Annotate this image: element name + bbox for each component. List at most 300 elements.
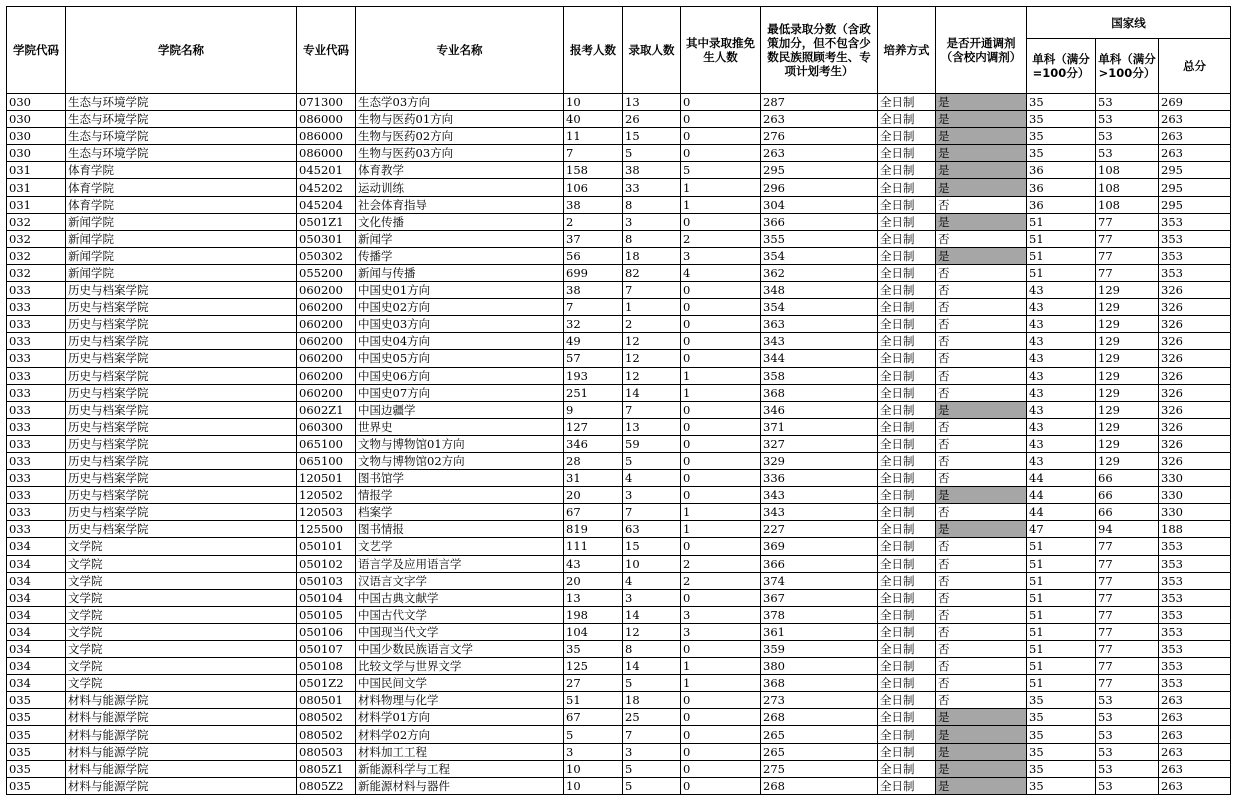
cell-min-score: 374 [761,572,878,589]
cell-applicants: 3 [564,743,623,760]
cell-min-score: 273 [761,692,878,709]
header-mode: 培养方式 [878,7,936,94]
cell-min-score: 366 [761,555,878,572]
cell-major-name: 中国古代文学 [356,606,564,623]
cell-major-code: 086000 [297,111,356,128]
cell-college-code: 035 [7,760,66,777]
cell-adjust: 是 [936,128,1027,145]
cell-admitted: 1 [623,299,681,316]
cell-adjust: 是 [936,777,1027,794]
cell-adjust: 否 [936,589,1027,606]
cell-major-name: 新能源材料与器件 [356,777,564,794]
cell-total: 330 [1159,487,1231,504]
cell-exempt: 0 [681,452,761,469]
header-adjust: 是否开通调剂（含校内调剂） [936,7,1027,94]
cell-exempt: 0 [681,350,761,367]
cell-single-100: 51 [1027,230,1096,247]
cell-college-name: 新闻学院 [66,230,297,247]
cell-admitted: 8 [623,230,681,247]
cell-admitted: 63 [623,521,681,538]
cell-exempt: 1 [681,675,761,692]
cell-college-name: 历史与档案学院 [66,333,297,350]
cell-adjust: 是 [936,743,1027,760]
table-row [7,333,1231,350]
cell-college-name: 历史与档案学院 [66,316,297,333]
cell-single-over100: 129 [1096,452,1159,469]
table-row [7,470,1231,487]
cell-total: 188 [1159,521,1231,538]
cell-major-name: 新闻学 [356,230,564,247]
table-row [7,623,1231,640]
cell-min-score: 355 [761,230,878,247]
cell-college-name: 历史与档案学院 [66,521,297,538]
cell-college-name: 文学院 [66,675,297,692]
cell-applicants: 9 [564,401,623,418]
table-row [7,452,1231,469]
cell-admitted: 15 [623,128,681,145]
cell-mode: 全日制 [878,641,936,658]
cell-college-code: 035 [7,692,66,709]
cell-mode: 全日制 [878,128,936,145]
cell-college-name: 生态与环境学院 [66,145,297,162]
header-exempt: 其中录取推免生人数 [681,7,761,94]
cell-major-name: 图书馆学 [356,470,564,487]
cell-college-name: 新闻学院 [66,213,297,230]
cell-exempt: 0 [681,94,761,111]
table-row [7,94,1231,111]
cell-major-code: 045204 [297,196,356,213]
cell-adjust: 否 [936,350,1027,367]
cell-major-code: 0805Z2 [297,777,356,794]
cell-college-code: 034 [7,606,66,623]
cell-exempt: 0 [681,538,761,555]
cell-applicants: 13 [564,589,623,606]
cell-single-over100: 129 [1096,299,1159,316]
cell-major-name: 文物与博物馆02方向 [356,452,564,469]
cell-min-score: 359 [761,641,878,658]
table-row [7,538,1231,555]
table-row [7,367,1231,384]
table-row [7,264,1231,281]
cell-adjust: 否 [936,504,1027,521]
cell-major-code: 060200 [297,350,356,367]
cell-exempt: 0 [681,641,761,658]
cell-exempt: 0 [681,111,761,128]
cell-adjust: 否 [936,333,1027,350]
cell-single-over100: 77 [1096,589,1159,606]
cell-min-score: 268 [761,709,878,726]
cell-mode: 全日制 [878,264,936,281]
cell-single-100: 51 [1027,589,1096,606]
cell-admitted: 7 [623,401,681,418]
admission-table [6,6,1231,795]
table-row [7,145,1231,162]
cell-college-name: 生态与环境学院 [66,94,297,111]
cell-total: 353 [1159,641,1231,658]
cell-college-name: 文学院 [66,658,297,675]
cell-total: 353 [1159,572,1231,589]
cell-college-name: 材料与能源学院 [66,760,297,777]
cell-single-100: 51 [1027,555,1096,572]
cell-college-name: 体育学院 [66,196,297,213]
cell-adjust: 是 [936,179,1027,196]
cell-mode: 全日制 [878,743,936,760]
cell-major-code: 060200 [297,367,356,384]
cell-college-code: 033 [7,299,66,316]
cell-mode: 全日制 [878,606,936,623]
cell-adjust: 否 [936,606,1027,623]
cell-major-name: 中国史04方向 [356,333,564,350]
cell-college-name: 新闻学院 [66,247,297,264]
cell-major-code: 050104 [297,589,356,606]
cell-college-code: 033 [7,316,66,333]
cell-exempt: 0 [681,692,761,709]
cell-single-over100: 94 [1096,521,1159,538]
cell-major-code: 050105 [297,606,356,623]
table-row [7,658,1231,675]
table-row [7,692,1231,709]
cell-mode: 全日制 [878,572,936,589]
cell-major-code: 080502 [297,726,356,743]
cell-college-code: 033 [7,521,66,538]
cell-college-code: 034 [7,589,66,606]
cell-adjust: 是 [936,521,1027,538]
cell-exempt: 0 [681,128,761,145]
cell-exempt: 1 [681,384,761,401]
cell-mode: 全日制 [878,709,936,726]
cell-single-over100: 53 [1096,94,1159,111]
cell-major-name: 图书情报 [356,521,564,538]
cell-mode: 全日制 [878,692,936,709]
cell-exempt: 4 [681,264,761,281]
cell-major-name: 中国史03方向 [356,316,564,333]
cell-single-over100: 129 [1096,282,1159,299]
cell-applicants: 20 [564,572,623,589]
table-body [7,94,1231,795]
cell-major-name: 生物与医药01方向 [356,111,564,128]
cell-adjust: 是 [936,726,1027,743]
cell-major-name: 生物与医药03方向 [356,145,564,162]
cell-college-name: 生态与环境学院 [66,128,297,145]
cell-single-100: 44 [1027,487,1096,504]
cell-total: 330 [1159,470,1231,487]
cell-major-name: 新能源科学与工程 [356,760,564,777]
cell-adjust: 否 [936,282,1027,299]
cell-single-over100: 129 [1096,401,1159,418]
cell-single-over100: 66 [1096,487,1159,504]
cell-single-100: 43 [1027,316,1096,333]
cell-mode: 全日制 [878,623,936,640]
cell-adjust: 是 [936,760,1027,777]
cell-single-100: 35 [1027,692,1096,709]
cell-college-code: 033 [7,384,66,401]
table-row [7,641,1231,658]
cell-major-code: 120503 [297,504,356,521]
cell-adjust: 是 [936,247,1027,264]
cell-major-name: 生物与医药02方向 [356,128,564,145]
cell-min-score: 378 [761,606,878,623]
cell-single-100: 36 [1027,162,1096,179]
cell-single-100: 51 [1027,641,1096,658]
cell-total: 353 [1159,555,1231,572]
cell-min-score: 268 [761,777,878,794]
cell-single-over100: 108 [1096,179,1159,196]
cell-mode: 全日制 [878,367,936,384]
cell-single-100: 43 [1027,384,1096,401]
cell-applicants: 31 [564,470,623,487]
cell-major-name: 运动训练 [356,179,564,196]
cell-admitted: 3 [623,743,681,760]
cell-college-name: 材料与能源学院 [66,777,297,794]
cell-single-over100: 77 [1096,641,1159,658]
cell-college-name: 历史与档案学院 [66,384,297,401]
cell-single-over100: 129 [1096,435,1159,452]
cell-single-100: 51 [1027,264,1096,281]
cell-major-code: 050107 [297,641,356,658]
header-admitted: 录取人数 [623,7,681,94]
cell-college-name: 历史与档案学院 [66,470,297,487]
cell-major-code: 060200 [297,316,356,333]
cell-adjust: 是 [936,401,1027,418]
cell-major-code: 060200 [297,384,356,401]
cell-mode: 全日制 [878,487,936,504]
cell-min-score: 367 [761,589,878,606]
cell-major-code: 065100 [297,452,356,469]
cell-admitted: 14 [623,384,681,401]
cell-exempt: 2 [681,555,761,572]
cell-total: 326 [1159,333,1231,350]
cell-applicants: 49 [564,333,623,350]
header-major-code: 专业代码 [297,7,356,94]
cell-major-name: 中国少数民族语言文学 [356,641,564,658]
cell-college-name: 文学院 [66,555,297,572]
table-row [7,111,1231,128]
cell-major-code: 080503 [297,743,356,760]
cell-min-score: 371 [761,418,878,435]
cell-total: 263 [1159,692,1231,709]
cell-college-name: 文学院 [66,538,297,555]
cell-admitted: 3 [623,589,681,606]
cell-min-score: 329 [761,452,878,469]
cell-admitted: 18 [623,247,681,264]
cell-min-score: 361 [761,623,878,640]
cell-college-name: 文学院 [66,623,297,640]
cell-college-code: 034 [7,658,66,675]
cell-exempt: 2 [681,230,761,247]
cell-college-name: 历史与档案学院 [66,487,297,504]
cell-single-over100: 129 [1096,333,1159,350]
cell-admitted: 18 [623,692,681,709]
cell-total: 353 [1159,264,1231,281]
cell-adjust: 否 [936,196,1027,213]
cell-single-over100: 77 [1096,555,1159,572]
cell-major-code: 0602Z1 [297,401,356,418]
table-row [7,555,1231,572]
cell-college-name: 新闻学院 [66,264,297,281]
cell-exempt: 1 [681,658,761,675]
cell-single-100: 35 [1027,777,1096,794]
cell-mode: 全日制 [878,299,936,316]
table-row [7,196,1231,213]
cell-single-100: 35 [1027,743,1096,760]
cell-exempt: 3 [681,606,761,623]
cell-college-name: 体育学院 [66,179,297,196]
cell-single-over100: 53 [1096,726,1159,743]
cell-single-100: 51 [1027,658,1096,675]
cell-exempt: 0 [681,709,761,726]
cell-college-name: 历史与档案学院 [66,418,297,435]
cell-exempt: 0 [681,470,761,487]
cell-single-over100: 129 [1096,367,1159,384]
cell-major-code: 086000 [297,145,356,162]
header-college-name: 学院名称 [66,7,297,94]
table-row [7,606,1231,623]
cell-applicants: 10 [564,777,623,794]
cell-mode: 全日制 [878,384,936,401]
cell-major-name: 中国史05方向 [356,350,564,367]
cell-adjust: 否 [936,418,1027,435]
cell-exempt: 0 [681,760,761,777]
cell-total: 326 [1159,435,1231,452]
cell-admitted: 3 [623,213,681,230]
cell-college-code: 032 [7,264,66,281]
cell-major-name: 情报学 [356,487,564,504]
cell-total: 353 [1159,538,1231,555]
cell-college-code: 033 [7,401,66,418]
cell-applicants: 38 [564,282,623,299]
cell-single-100: 35 [1027,94,1096,111]
cell-applicants: 28 [564,452,623,469]
header-single-100: 单科（满分=100分） [1027,39,1096,94]
cell-single-100: 43 [1027,452,1096,469]
cell-mode: 全日制 [878,162,936,179]
cell-adjust: 是 [936,162,1027,179]
table-row [7,401,1231,418]
cell-admitted: 4 [623,470,681,487]
cell-admitted: 15 [623,538,681,555]
cell-college-name: 历史与档案学院 [66,452,297,469]
cell-applicants: 198 [564,606,623,623]
cell-total: 295 [1159,179,1231,196]
cell-college-code: 034 [7,675,66,692]
table-row [7,572,1231,589]
cell-major-code: 055200 [297,264,356,281]
cell-major-name: 文化传播 [356,213,564,230]
cell-total: 263 [1159,111,1231,128]
cell-min-score: 346 [761,401,878,418]
table-row [7,743,1231,760]
cell-major-name: 世界史 [356,418,564,435]
cell-major-name: 中国史06方向 [356,367,564,384]
cell-exempt: 0 [681,487,761,504]
cell-college-code: 032 [7,247,66,264]
cell-college-name: 历史与档案学院 [66,435,297,452]
cell-min-score: 344 [761,350,878,367]
cell-exempt: 1 [681,179,761,196]
cell-total: 263 [1159,726,1231,743]
cell-single-over100: 129 [1096,384,1159,401]
table-row [7,675,1231,692]
cell-major-code: 045202 [297,179,356,196]
cell-single-over100: 129 [1096,350,1159,367]
cell-college-code: 033 [7,470,66,487]
cell-mode: 全日制 [878,521,936,538]
cell-major-name: 传播学 [356,247,564,264]
cell-college-code: 031 [7,179,66,196]
cell-major-name: 汉语言文字学 [356,572,564,589]
cell-mode: 全日制 [878,401,936,418]
cell-major-code: 060200 [297,282,356,299]
header-applicants: 报考人数 [564,7,623,94]
cell-college-code: 031 [7,162,66,179]
cell-exempt: 0 [681,589,761,606]
cell-single-100: 43 [1027,418,1096,435]
table-row [7,435,1231,452]
cell-single-over100: 53 [1096,692,1159,709]
cell-exempt: 0 [681,333,761,350]
cell-single-100: 51 [1027,675,1096,692]
cell-mode: 全日制 [878,213,936,230]
cell-college-name: 历史与档案学院 [66,401,297,418]
cell-single-over100: 129 [1096,418,1159,435]
table-row [7,299,1231,316]
cell-exempt: 0 [681,316,761,333]
cell-total: 330 [1159,504,1231,521]
cell-major-code: 050102 [297,555,356,572]
cell-exempt: 3 [681,623,761,640]
cell-adjust: 否 [936,641,1027,658]
cell-single-100: 51 [1027,623,1096,640]
cell-applicants: 56 [564,247,623,264]
cell-mode: 全日制 [878,145,936,162]
cell-applicants: 27 [564,675,623,692]
cell-mode: 全日制 [878,316,936,333]
cell-admitted: 33 [623,179,681,196]
cell-single-100: 35 [1027,709,1096,726]
cell-admitted: 25 [623,709,681,726]
cell-min-score: 296 [761,179,878,196]
cell-single-over100: 129 [1096,316,1159,333]
table-row [7,230,1231,247]
cell-single-over100: 77 [1096,213,1159,230]
cell-min-score: 354 [761,247,878,264]
cell-applicants: 35 [564,641,623,658]
cell-exempt: 1 [681,196,761,213]
cell-min-score: 343 [761,487,878,504]
cell-admitted: 5 [623,777,681,794]
cell-major-code: 050101 [297,538,356,555]
cell-applicants: 11 [564,128,623,145]
cell-major-name: 中国史01方向 [356,282,564,299]
cell-college-name: 材料与能源学院 [66,743,297,760]
cell-single-over100: 77 [1096,230,1159,247]
cell-major-name: 材料加工工程 [356,743,564,760]
cell-single-over100: 77 [1096,606,1159,623]
cell-college-code: 030 [7,128,66,145]
cell-major-code: 071300 [297,94,356,111]
table-row [7,709,1231,726]
cell-mode: 全日制 [878,333,936,350]
cell-exempt: 2 [681,572,761,589]
cell-total: 326 [1159,384,1231,401]
table-row [7,350,1231,367]
cell-applicants: 20 [564,487,623,504]
cell-min-score: 366 [761,213,878,230]
header-min-score: 最低录取分数（含政策加分，但不包含少数民族照顾考生、专项计划考生） [761,7,878,94]
cell-applicants: 251 [564,384,623,401]
cell-admitted: 12 [623,350,681,367]
cell-total: 326 [1159,418,1231,435]
